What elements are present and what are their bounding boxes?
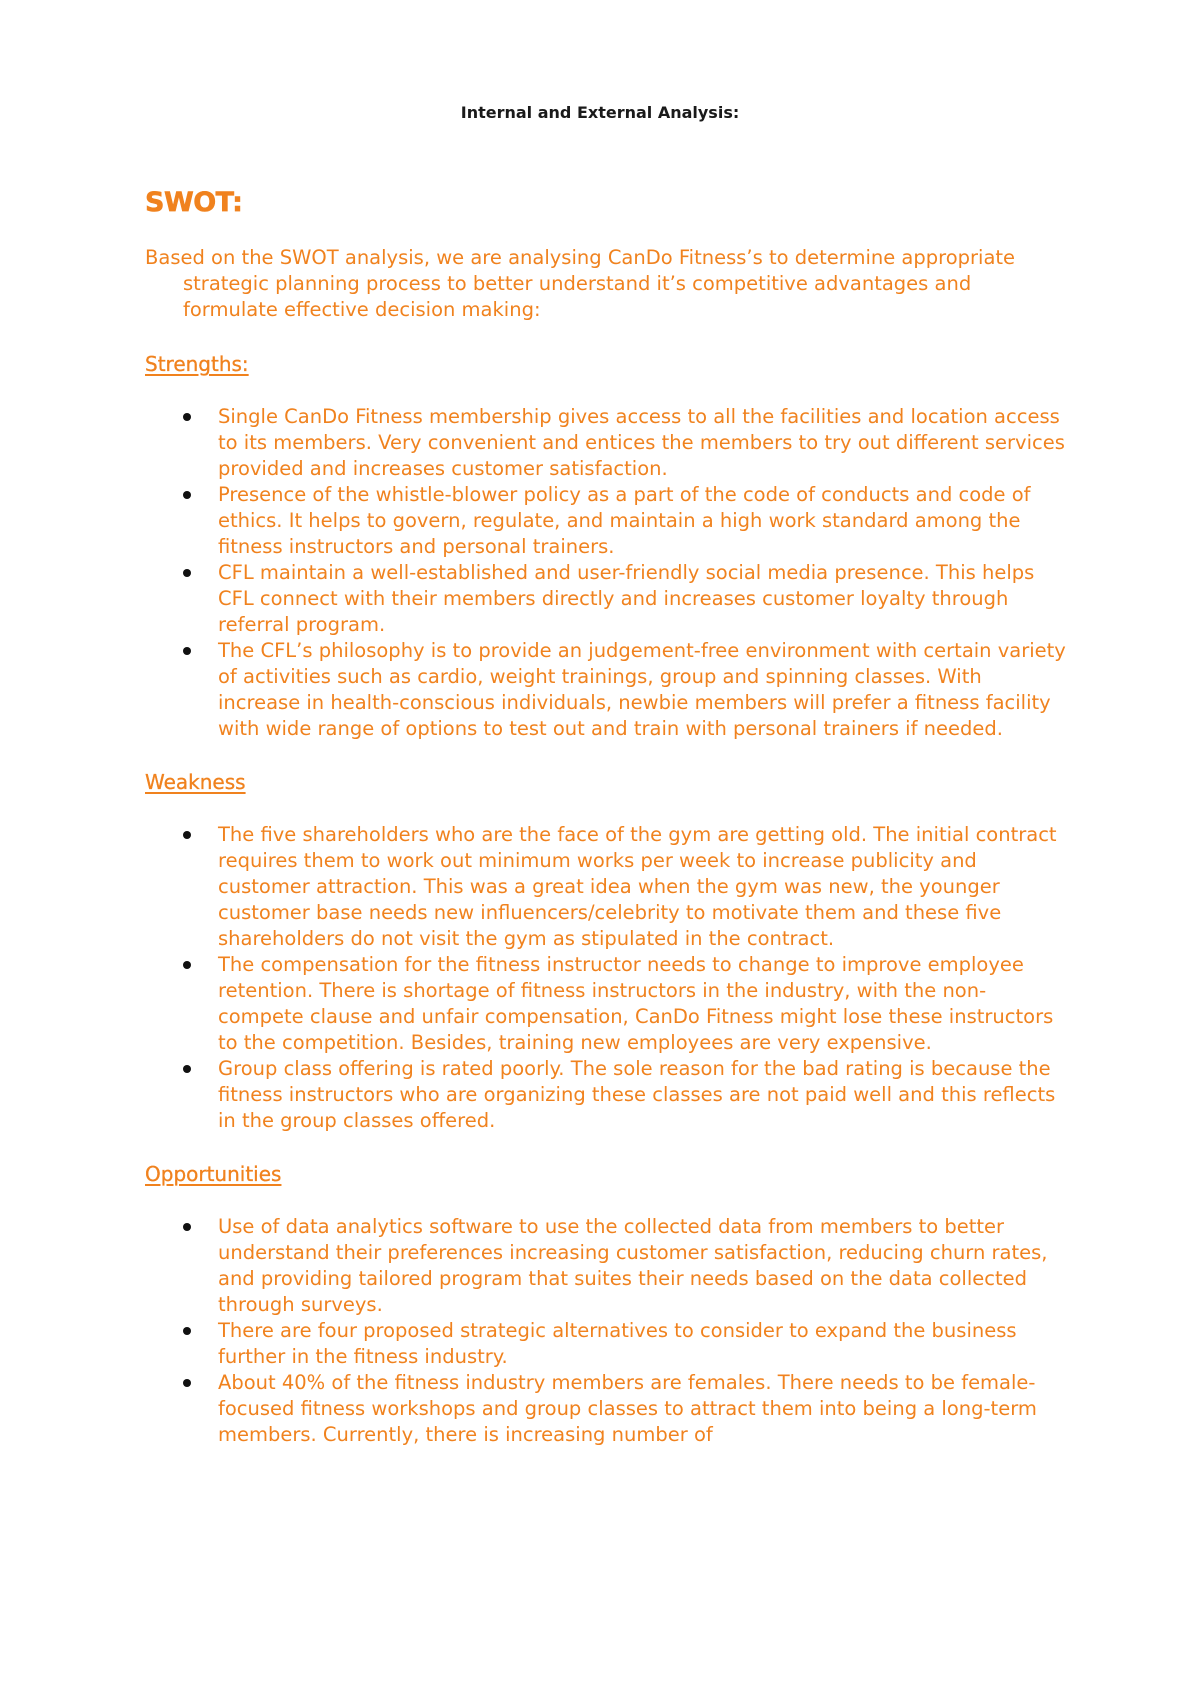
list-item-text: Single CanDo Fitness membership gives access to all the facilities and location access to its members. Very convenient and entices the members to try out different services provided and increases customer satisfaction. — [218, 405, 1065, 480]
list-item — [145, 822, 1070, 952]
list-item — [145, 482, 1070, 560]
list-item-text: Use of data analytics software to use the collected data from members to better understand their preferences increasing customer satisfaction, reducing churn rates, and providing tailored program that suites their needs based on the data collected through surveys. — [218, 1215, 1048, 1316]
list-item — [145, 1056, 1070, 1134]
list-item-text: There are four proposed strategic alternatives to consider to expand the business further in the fitness industry. — [218, 1319, 1017, 1368]
list-item — [145, 1370, 1070, 1448]
bullet-icon — [183, 831, 191, 839]
opportunities-list — [145, 1214, 1070, 1448]
bullet-icon — [183, 1379, 191, 1387]
list-item-text: The CFL’s philosophy is to provide an judgement-free environment with certain variety of activities such as cardio, weight trainings, group and spinning classes. With increase in health-conscious individuals, newbie members will prefer a fitness facility with wide range of options to test out and train with personal trainers if needed. — [218, 639, 1066, 740]
list-item-text: The compensation for the fitness instructor needs to change to improve employee retention. There is shortage of fitness instructors in the industry, with the non-compete clause and unfair compensation, CanDo Fitness might lose these instructors to the competition. Besides, training new employees are very expensive. — [218, 953, 1054, 1054]
opportunities-heading: Opportunities — [145, 1162, 282, 1186]
list-item-text: The five shareholders who are the face of the gym are getting old. The initial contract requires them to work out minimum works per week to increase publicity and customer attraction. This was a great idea when the gym was new, the younger customer base needs new influencers/celebrity to motivate them and these five shareholders do not visit the gym as stipulated in the contract. — [218, 823, 1057, 950]
weakness-section — [145, 769, 1070, 1134]
list-item-text: About 40% of the fitness industry members are females. There needs to be female-focused fitness workshops and group classes to attract them into being a long-term members. Currently, there is increasing number of — [218, 1371, 1037, 1446]
weakness-list — [145, 822, 1070, 1134]
bullet-icon — [183, 491, 191, 499]
intro-paragraph: Based on the SWOT analysis, we are analysing CanDo Fitness’s to determine appropriate strategic planning process to better understand it’s competitive advantages and formulate effective decision making: — [145, 246, 1016, 321]
bullet-icon — [183, 961, 191, 969]
list-item — [145, 560, 1070, 638]
bullet-icon — [183, 647, 191, 655]
document-title: Internal and External Analysis: — [460, 103, 740, 122]
list-item-text: CFL maintain a well-established and user-friendly social media presence. This helps CFL connect with their members directly and increases customer loyalty through referral program. — [218, 561, 1035, 636]
weakness-heading: Weakness — [145, 770, 246, 794]
bullet-icon — [183, 1327, 191, 1335]
list-item — [145, 638, 1070, 742]
document-body — [145, 188, 1070, 1475]
bullet-icon — [183, 413, 191, 421]
list-item-text: Presence of the whistle-blower policy as a part of the code of conducts and code of ethics. It helps to govern, regulate, and maintain a high work standard among the fitness instructors and personal trainers. — [218, 483, 1031, 558]
list-item — [145, 952, 1070, 1056]
strengths-list — [145, 404, 1070, 742]
swot-heading: SWOT: — [145, 187, 243, 218]
strengths-section — [145, 351, 1070, 742]
list-item-text: Group class offering is rated poorly. The sole reason for the bad rating is because the fitness instructors who are organizing these classes are not paid well and this reflects in the group classes offered. — [218, 1057, 1056, 1132]
bullet-icon — [183, 569, 191, 577]
list-item — [145, 1318, 1070, 1370]
opportunities-section — [145, 1161, 1070, 1448]
strengths-heading: Strengths: — [145, 352, 249, 376]
bullet-icon — [183, 1065, 191, 1073]
list-item — [145, 404, 1070, 482]
list-item — [145, 1214, 1070, 1318]
bullet-icon — [183, 1223, 191, 1231]
